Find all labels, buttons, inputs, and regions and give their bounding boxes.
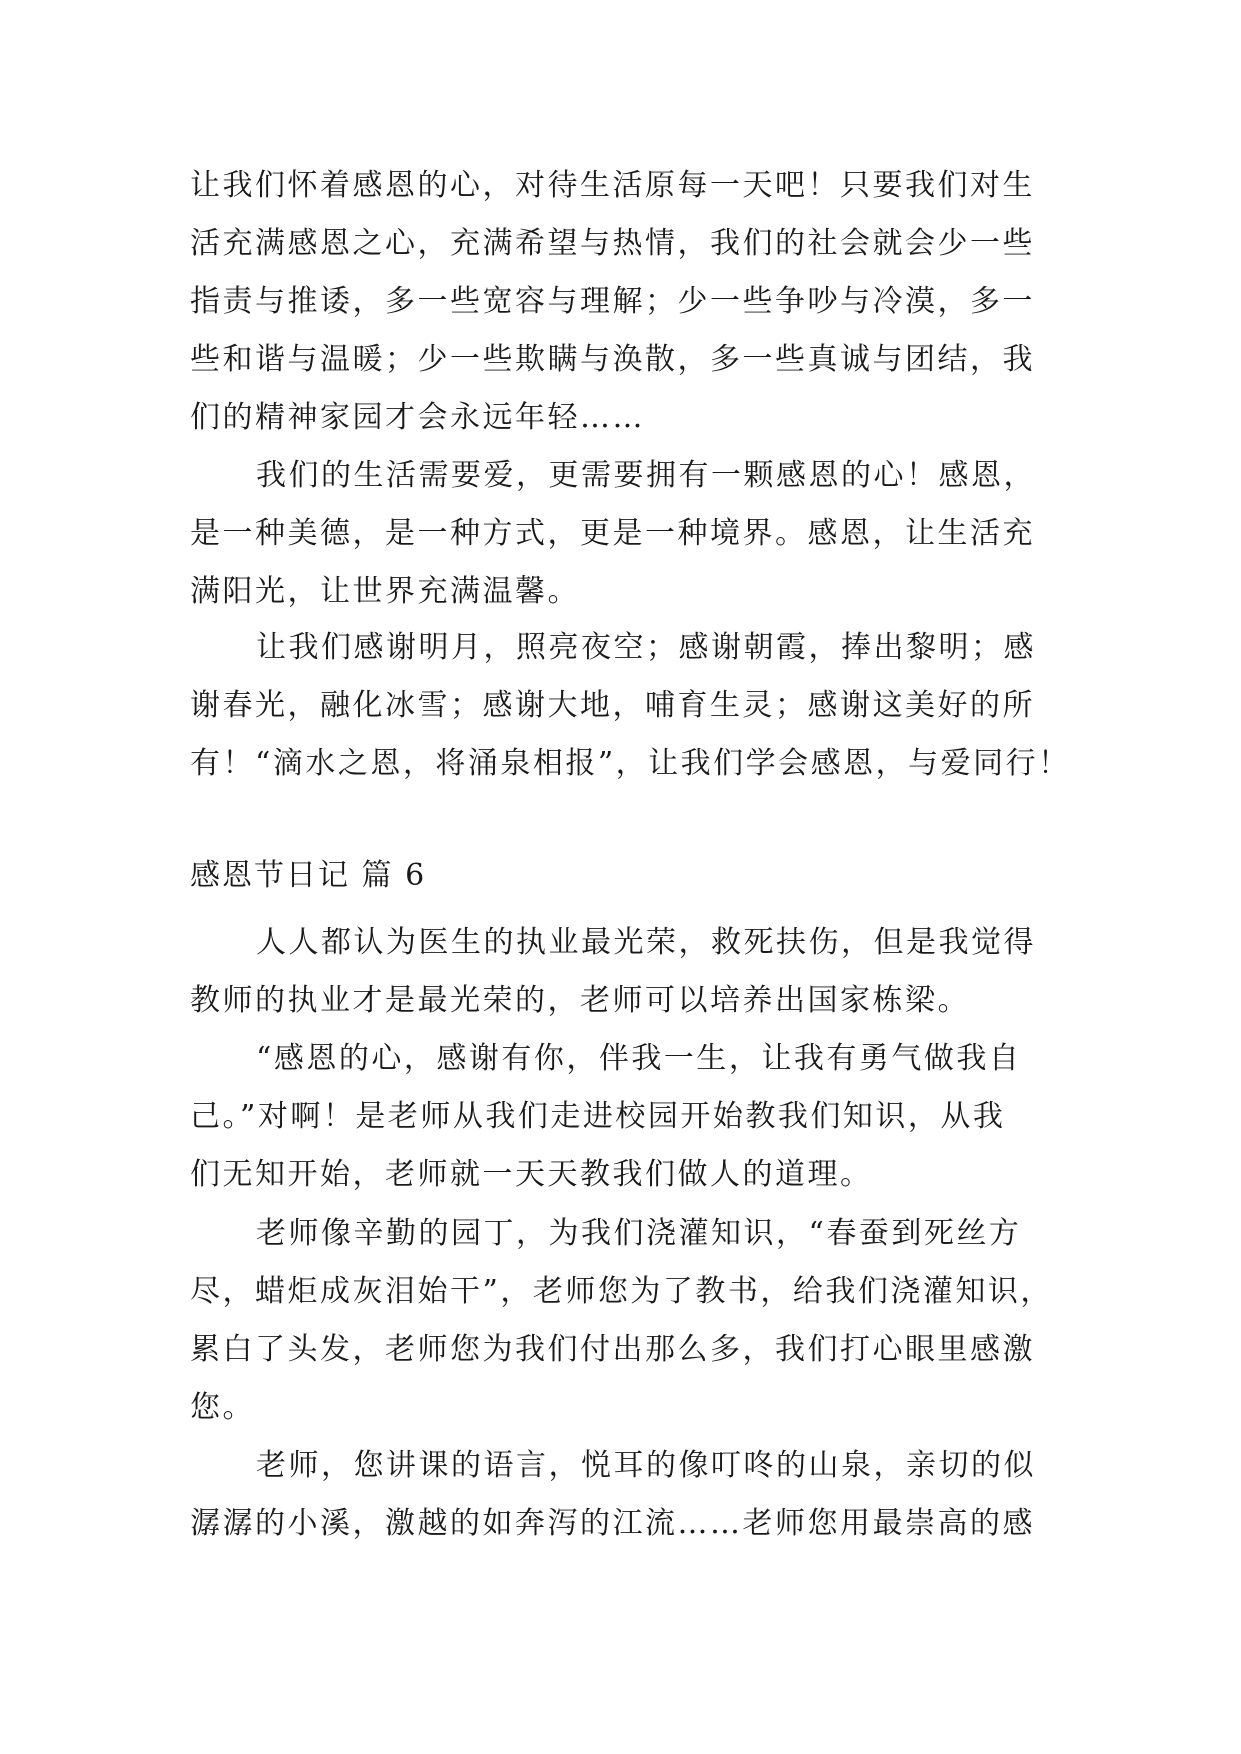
paragraph [190,1437,1070,1553]
paragraph-line: 让我们感谢明月，照亮夜空；感谢朝霞，捧出黎明；感 [256,630,1036,665]
paragraph-line: 潺潺的小溪，激越的如奔泻的江流……老师您用最崇高的感 [190,1506,1035,1541]
paragraph-line: 是一种美德，是一种方式，更是一种境界。感恩，让生活充 [190,516,1035,551]
paragraph-line: 们的精神家园才会永远年轻…… [190,400,645,435]
paragraph-line: 满阳光，让世界充满温馨。 [190,574,580,609]
paragraph [190,157,1070,447]
paragraph [190,619,1070,793]
paragraph-line: 己。”对啊！是老师从我们走进校园开始教我们知识，从我 [190,1099,1006,1134]
paragraph [190,1205,1070,1437]
paragraph-line: 们无知开始，老师就一天天教我们做人的道理。 [190,1157,873,1192]
paragraph-line: 老师，您讲课的语言，悦耳的像叮咚的山泉，亲切的似 [256,1448,1036,1483]
paragraph-line: 老师像辛勤的园丁，为我们浇灌知识，“春蚕到死丝方 [256,1216,1022,1251]
paragraph-line: 谢春光，融化冰雪；感谢大地，哺育生灵；感谢这美好的所 [190,688,1035,723]
paragraph-line: 让我们怀着感恩的心，对待生活原每一天吧！只要我们对生 [190,168,1035,203]
paragraph-line: 活充满感恩之心，充满希望与热情，我们的社会就会少一些 [190,226,1035,261]
paragraph [190,1030,1070,1204]
paragraph-line: 您。 [190,1390,255,1425]
paragraph-line: 些和谐与温暖；少一些欺瞒与涣散，多一些真诚与团结，我 [190,342,1035,377]
paragraph-line: 尽，蜡炬成灰泪始干”，老师您为了教书，给我们浇灌知识， [190,1274,1053,1309]
paragraph-line: 教师的执业才是最光荣的，老师可以培养出国家栋梁。 [190,983,970,1018]
paragraph-line: 累白了头发，老师您为我们付出那么多，我们打心眼里感激 [190,1332,1035,1367]
section-heading-text: 感恩节日记 篇 6 [190,858,427,893]
paragraph [190,447,1070,621]
paragraph-line: “感恩的心，感谢有你，伴我一生，让我有勇气做我自 [256,1041,1022,1076]
paragraph-line: 我们的生活需要爱，更需要拥有一颗感恩的心！感恩， [256,458,1036,493]
paragraph [190,914,1070,1030]
paragraph-line: 人人都认为医生的执业最光荣，救死扶伤，但是我觉得 [256,925,1036,960]
section-heading [190,850,1070,902]
paragraph-line: 有！“滴水之恩，将涌泉相报”，让我们学会感恩，与爱同行！ [190,746,1071,781]
paragraph-line: 指责与推诿，多一些宽容与理解；少一些争吵与冷漠，多一 [190,284,1035,319]
